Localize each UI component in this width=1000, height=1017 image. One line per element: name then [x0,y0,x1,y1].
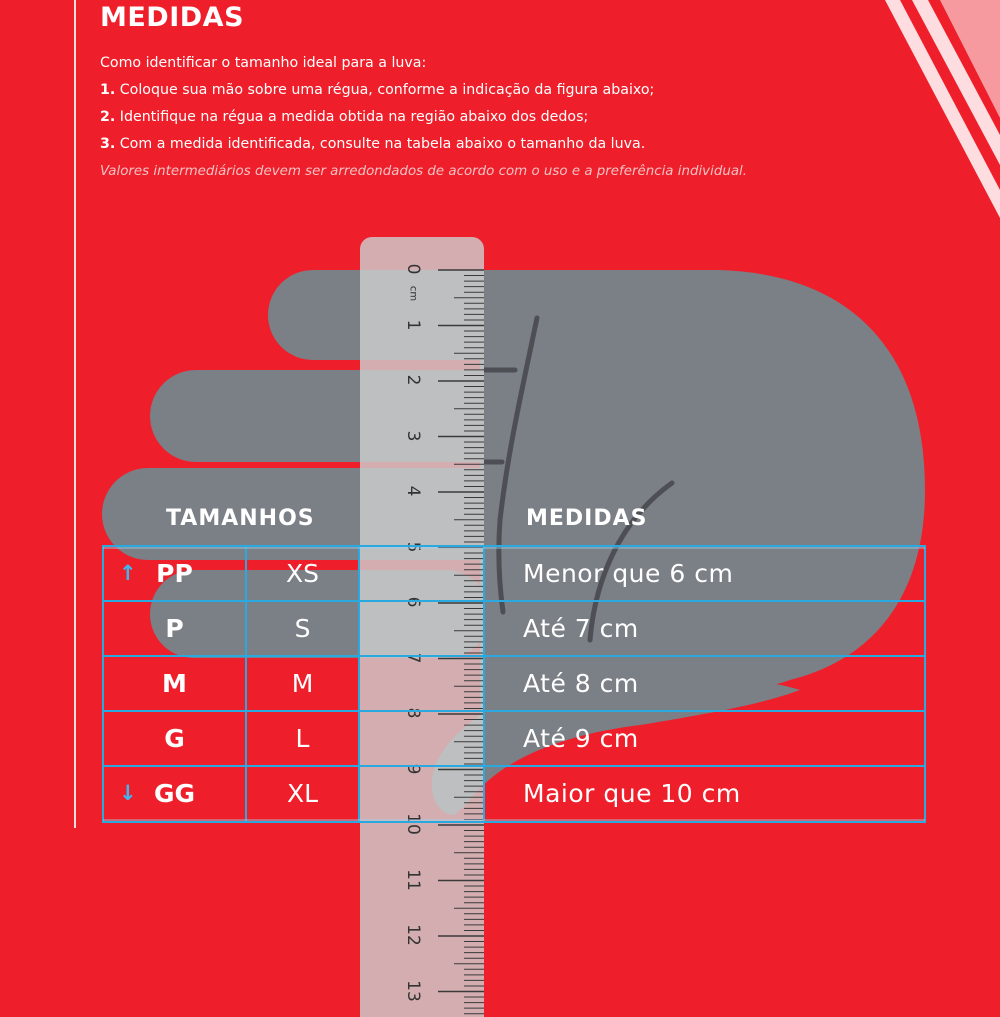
ruler-label: 6 [403,596,423,608]
header-sizes: TAMANHOS [166,506,315,531]
size-intl: L [295,724,310,753]
ruler-label: 8 [403,707,423,719]
ruler-label: 9 [403,763,423,774]
size-br: PP [156,559,193,588]
arrow-up-icon: ↑ [119,561,137,585]
table-row [103,601,925,656]
size-br: G [164,724,185,753]
size-intl: S [294,614,311,643]
size-intl: M [291,669,314,698]
step-text: Identifique na régua a medida obtida na região abaixo dos dedos; [115,109,589,125]
ruler-label: 2 [403,374,423,386]
ruler-label: 3 [403,430,423,441]
ruler-label: 0 [403,263,423,275]
step-number: 3. [100,136,116,152]
step-text: Com a medida identificada, consulte na tabela abaixo o tamanho da luva. [115,136,646,152]
instructions-intro: Como identificar o tamanho ideal para a luva: [100,55,427,71]
size-measure: Maior que 10 cm [523,779,741,808]
size-table [103,546,925,821]
size-measure: Até 8 cm [523,669,639,698]
ruler-label: 13 [403,979,423,1002]
page-title: MEDIDAS [100,2,245,33]
ruler-label: 7 [403,652,423,663]
table-row [103,546,925,601]
header-measures: MEDIDAS [526,506,648,531]
size-measure: Até 7 cm [523,614,639,643]
step-text: Coloque sua mão sobre uma régua, conforme a indicação da figura abaixo; [115,82,655,98]
size-br: P [165,614,184,643]
size-measure: Até 9 cm [523,724,639,753]
ruler-label: 1 [403,319,423,330]
size-br: GG [153,779,196,808]
size-intl: XL [286,779,319,808]
arrow-down-icon: ↓ [119,781,137,805]
ruler-label: 4 [403,485,423,497]
size-measure: Menor que 6 cm [523,559,734,588]
size-br: M [162,669,187,698]
table-row [103,711,925,766]
table-row [103,656,925,711]
instructions-note: Valores intermediários devem ser arredondados de acordo com o uso e a preferência individual. [100,164,747,179]
ruler-label: 12 [403,924,423,946]
ruler-unit: cm [407,285,419,302]
ruler-label: 5 [403,541,423,552]
step-number: 2. [100,109,116,125]
ruler-label: 10 [403,813,423,835]
ruler-label: 11 [403,868,423,891]
table-row [103,766,925,821]
size-intl: XS [286,559,319,588]
step-number: 1. [100,82,116,98]
